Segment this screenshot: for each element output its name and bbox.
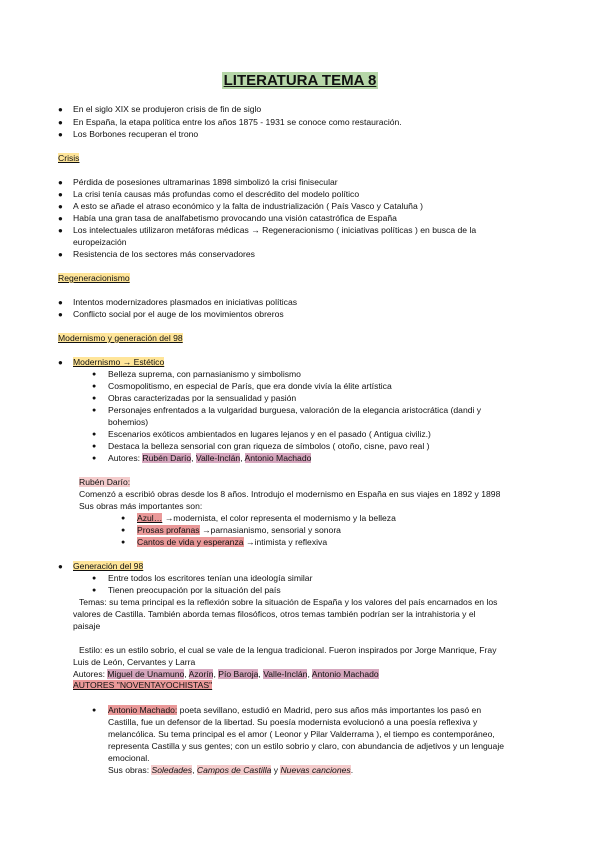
ruben-text: Sus obras más importantes son: [79, 501, 203, 511]
list-item: Belleza suprema, con parnasianismo y simbolismo [108, 369, 301, 379]
list-item: Conflicto social por el auge de los movimientos obreros [73, 309, 284, 319]
autores-line: Autores: Rubén Darío, Valle-Inclán, Antonio Machado [108, 453, 312, 463]
obra-item: Prosas profanas →parnasianismo, sensorial y sonora [137, 525, 341, 535]
machado-line: melancólica. Su tema principal es el amor ( Leonor y Pilar Valderrama ), el tiempo es contemporáneo, [108, 729, 495, 739]
list-item: Había una gran tasa de analfabetismo provocando una visión catastrófica de España [73, 213, 397, 223]
bullet: ● [58, 310, 63, 319]
page-title: LITERATURA TEMA 8 [223, 72, 377, 89]
list-item: Escenarios exóticos ambientados en lugares lejanos y en el pasado ( Antigua civiliz.) [108, 429, 431, 439]
list-item: Los intelectuales utilizaron metáforas médicas → Regeneracionismo ( iniciativas políticas ) en busca de la [73, 225, 477, 235]
list-item: Resistencia de los sectores más conservadores [73, 249, 255, 259]
autores98-line: Autores: Miguel de Unamuno, Azorín, Pío Baroja, Valle-Inclán, Antonio Machado [73, 669, 379, 679]
ruben-text: Comenzó a escribió obras desde los 8 años. Introdujo el modernismo en España en sus viajes en 1892 y 1898 [79, 489, 501, 499]
machado-line: representa Castilla y sus gentes; con un estilo sobrio y claro, con abundancia de adjetivos y un lenguaje [108, 741, 505, 751]
bullet: ● [92, 407, 97, 414]
list-item: Intentos modernizadores plasmados en iniciativas políticas [73, 297, 298, 307]
temas-text: valores de Castilla. También aborda temas filosóficos, otros temas también podrían ser la intrahistoria y el [73, 609, 476, 619]
bullet: ● [58, 190, 63, 199]
machado-line: emocional. [108, 753, 150, 763]
list-item: En el siglo XIX se produjeron crisis de fin de siglo [73, 104, 262, 114]
machado-line: Antonio Machado: poeta sevillano, estudió en Madrid, pero sus años más importantes los pasó en [108, 705, 482, 715]
bullet: ● [58, 202, 63, 211]
list-item: Cosmopolitismo, en especial de París, que era donde vivía la élite artística [108, 381, 392, 391]
temas-text: paisaje [73, 621, 101, 631]
list-item: Entre todos los escritores tenían una ideología similar [108, 573, 313, 583]
list-item: La crisi tenía causas más profundas como el descrédito del modelo político [73, 189, 360, 199]
bullet: ● [58, 105, 63, 114]
bullet: ● [92, 383, 97, 390]
list-item: A esto se añade el atraso económico y la falta de industrialización ( País Vasco y Cataluña ) [73, 201, 423, 211]
bullet: ● [121, 539, 126, 546]
temas-text: Temas: su tema principal es la reflexión sobre la situación de España y los valores del país encarnados en los [79, 597, 498, 607]
bullet: ● [58, 130, 63, 139]
bullet: ● [92, 431, 97, 438]
bullet: ● [58, 214, 63, 223]
list-item: Obras caracterizadas por la sensualidad y pasión [108, 393, 297, 403]
modernismo-label: Modernismo → Estético [73, 357, 165, 367]
machado-obras-line: Sus obras: Soledades, Campos de Castilla y Nuevas canciones. [108, 765, 354, 775]
section-heading-regeneracionismo: Regeneracionismo [58, 273, 130, 283]
bullet: ● [58, 298, 63, 307]
bullet: ● [92, 443, 97, 450]
generacion-label: Generación del 98 [73, 561, 144, 571]
list-item: Pérdida de posesiones ultramarinas 1898 simbolizó la crisi finisecular [73, 177, 338, 187]
bullet: ● [58, 226, 63, 235]
estilo-text: Luis de León, Cervantes y Larra [73, 657, 196, 667]
bullet: ● [92, 455, 97, 462]
obra-item: Azul… →modernista, el color representa el modernismo y la belleza [137, 513, 396, 523]
bullet: ● [92, 395, 97, 402]
bullet: ● [121, 527, 126, 534]
bullet: ● [58, 358, 63, 367]
bullet: ● [92, 587, 97, 594]
list-item: Destaca la belleza sensorial con gran riqueza de símbolos ( otoño, cisne, pavo real ) [108, 441, 430, 451]
ruben-heading: Rubén Darío: [79, 477, 131, 487]
list-item: Los Borbones recuperan el trono [73, 129, 199, 139]
list-item-continuation: bohemios) [108, 417, 149, 427]
bullet: ● [92, 707, 97, 714]
bullet: ● [58, 178, 63, 187]
list-item: Tienen preocupación por la situación del país [108, 585, 281, 595]
machado-line: Castilla, fue un defensor de la libertad. Su poesía modernista evolucionó a una poesía reflexiva y [108, 717, 478, 727]
bullet: ● [121, 515, 126, 522]
section-heading-crisis: Crisis [58, 153, 80, 163]
bullet: ● [58, 118, 63, 127]
bullet: ● [92, 575, 97, 582]
autores98-heading: AUTORES "NOVENTAYOCHISTAS" [73, 680, 213, 690]
section-heading-modernismo-generacion: Modernismo y generación del 98 [58, 333, 183, 343]
estilo-text: Estilo: es un estilo sobrio, el cual se vale de la lengua tradicional. Fueron inspirados por Jorge Manrique, Fray [79, 645, 497, 655]
list-item: Personajes enfrentados a la vulgaridad burguesa, valoración de la elegancia aristocrática (dandi y [108, 405, 482, 415]
list-item-continuation: europeización [73, 237, 127, 247]
bullet: ● [58, 562, 63, 571]
list-item: En España, la etapa política entre los años 1875 - 1931 se conoce como restauración. [73, 117, 402, 127]
bullet: ● [92, 371, 97, 378]
bullet: ● [58, 250, 63, 259]
obra-item: Cantos de vida y esperanza →intimista y reflexiva [137, 537, 328, 547]
